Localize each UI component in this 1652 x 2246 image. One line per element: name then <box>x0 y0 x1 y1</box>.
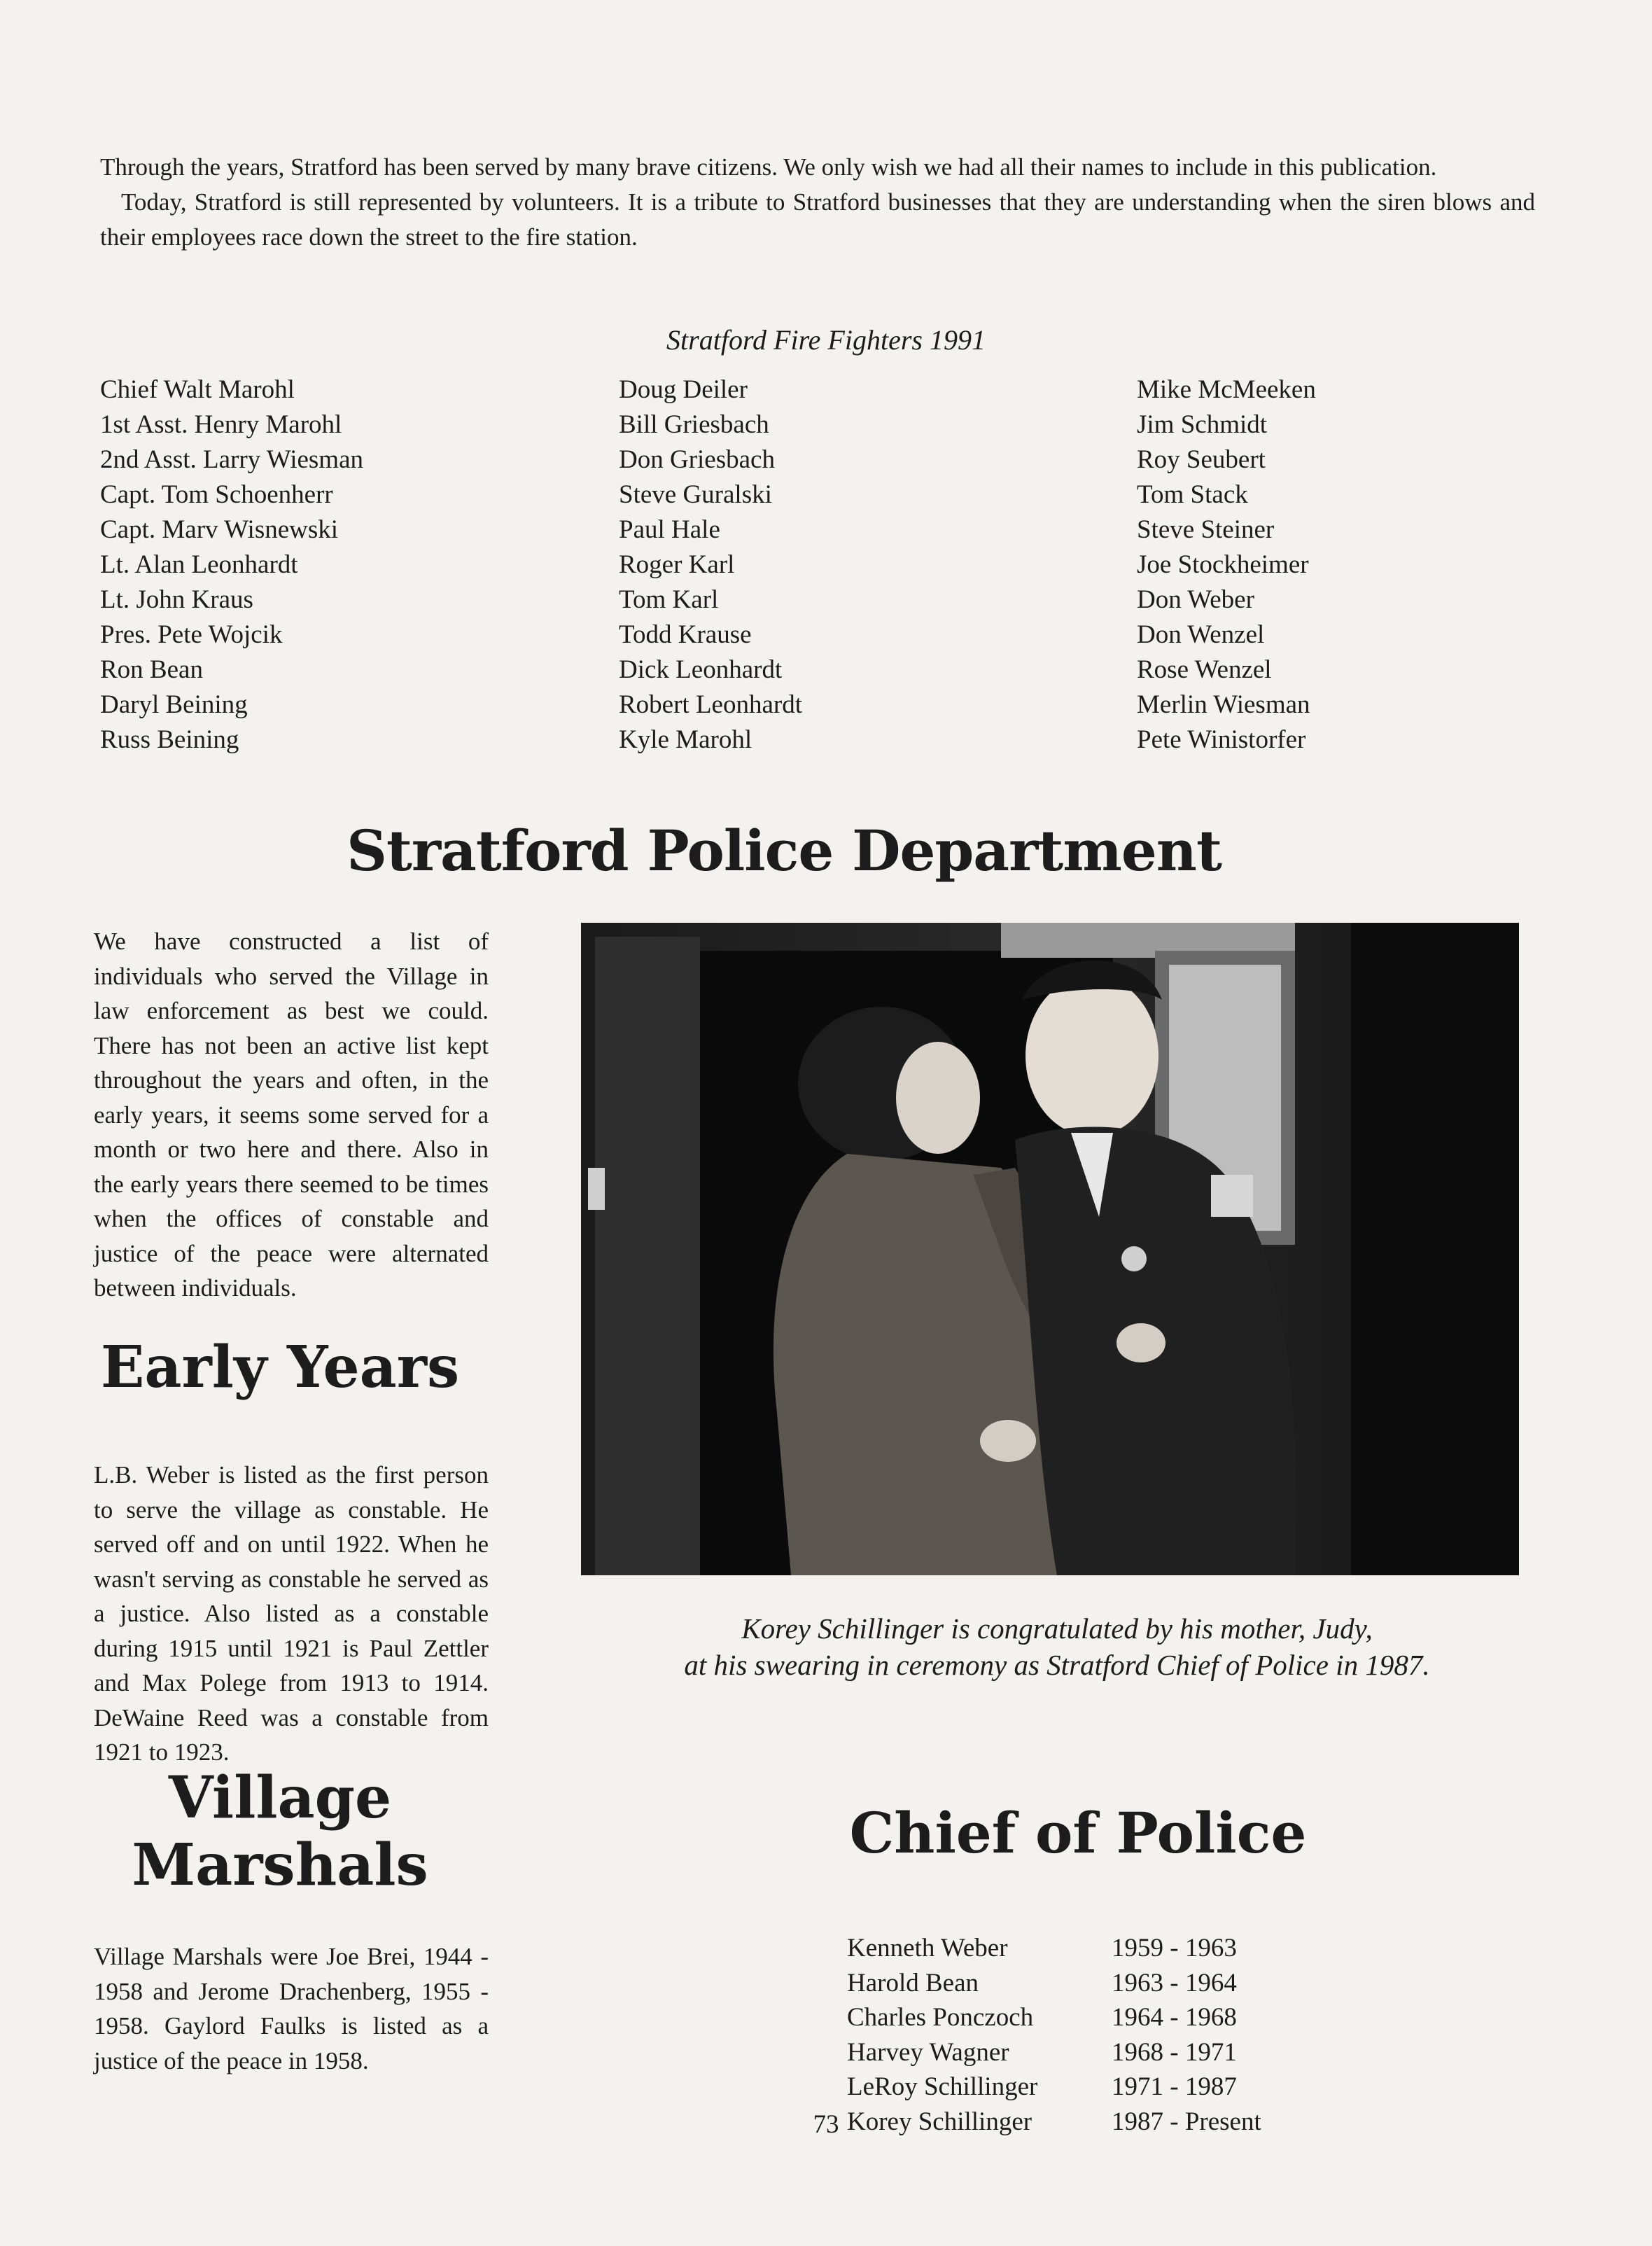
chief-row <box>847 2035 1337 2070</box>
roster-name: Kyle Marohl <box>619 725 752 754</box>
roster-name: Roy Seubert <box>1137 445 1266 474</box>
swearing-in-photo <box>581 923 1519 1575</box>
roster-name: Merlin Wiesman <box>1137 690 1310 719</box>
chief-years: 1963 - 1964 <box>1112 1968 1237 1997</box>
fire-fighters-column-3 <box>1137 372 1316 758</box>
roster-name: Joe Stockheimer <box>1137 550 1309 579</box>
roster-name: Jim Schmidt <box>1137 410 1268 439</box>
chief-name: Kenneth Weber <box>847 1934 1008 1962</box>
intro-text <box>100 150 1535 255</box>
roster-name: Pete Winistorfer <box>1137 725 1306 754</box>
chief-years: 1987 - Present <box>1112 2107 1261 2136</box>
roster-name: Bill Griesbach <box>619 410 769 439</box>
roster-name: Todd Krause <box>619 620 752 649</box>
chief-of-police-title: Chief of Police <box>849 1800 1307 1866</box>
fire-fighters-heading: Stratford Fire Fighters 1991 <box>666 324 986 356</box>
chief-years: 1964 - 1968 <box>1112 2003 1237 2032</box>
roster-name: Paul Hale <box>619 515 720 544</box>
photo-illustration <box>581 923 1519 1575</box>
roster-name: Mike McMeeken <box>1137 375 1316 404</box>
roster-name: Don Wenzel <box>1137 620 1265 649</box>
roster-name: Capt. Tom Schoenherr <box>100 480 333 509</box>
fire-fighters-column-1 <box>100 372 363 758</box>
roster-name: 1st Asst. Henry Marohl <box>100 410 342 439</box>
roster-name: Tom Stack <box>1137 480 1248 509</box>
roster-name: Steve Steiner <box>1137 515 1275 544</box>
chief-name: Charles Ponczoch <box>847 2003 1034 2032</box>
roster-name: Chief Walt Marohl <box>100 375 295 404</box>
roster-name: Lt. Alan Leonhardt <box>100 550 298 579</box>
chief-name: LeRoy Schillinger <box>847 2072 1038 2101</box>
intro-paragraph-2: Today, Stratford is still represented by volunteers. It is a tribute to Stratford businesses that they are understanding when the siren blows and their employees race down the street to the fire station. <box>100 188 1535 251</box>
police-department-title: Stratford Police Department <box>346 818 1222 884</box>
chief-row <box>847 1931 1337 1966</box>
chief-years: 1959 - 1963 <box>1112 1934 1237 1962</box>
police-intro-paragraph: We have constructed a list of individuals who served the Village in law enforcement as best we could. There has not been an active list kept throughout the years and often, in the early years, it seems some served for a month or two here and there. Also in the early years there seemed to be times when the offices of constable and justice of the peace were alternated between individuals. <box>94 928 489 1302</box>
roster-name: Don Weber <box>1137 585 1254 614</box>
roster-name: Capt. Marv Wisnewski <box>100 515 339 544</box>
chief-name: Korey Schillinger <box>847 2107 1032 2136</box>
village-marshals-title-line-1: Village <box>168 1764 392 1832</box>
chief-name: Harold Bean <box>847 1968 979 1997</box>
village-marshals-title-line-2: Marshals <box>132 1832 428 1899</box>
roster-name: Lt. John Kraus <box>100 585 253 614</box>
roster-name: 2nd Asst. Larry Wiesman <box>100 445 363 474</box>
early-years-title: Early Years <box>100 1334 460 1401</box>
roster-name: Tom Karl <box>619 585 719 614</box>
chief-row <box>847 1966 1337 2001</box>
chief-years: 1971 - 1987 <box>1112 2072 1237 2101</box>
roster-name: Robert Leonhardt <box>619 690 802 719</box>
intro-paragraph-1: Through the years, Stratford has been served by many brave citizens. We only wish we had all their names to include in this publication. <box>100 153 1437 181</box>
village-marshals-title <box>70 1764 490 1899</box>
chief-row <box>847 2000 1337 2035</box>
page-number: 73 <box>813 2110 839 2139</box>
roster-name: Ron Bean <box>100 655 203 684</box>
chief-row <box>847 2070 1337 2105</box>
village-marshals-paragraph: Village Marshals were Joe Brei, 1944 - 1958 and Jerome Drachenberg, 1955 - 1958. Gaylord Faulks is listed as a justice of the peace in 1958. <box>94 1943 489 2074</box>
early-years-paragraph: L.B. Weber is listed as the first person to serve the village as constable. He served off and on until 1922. When he wasn't serving as constable he served as a justice. Also listed as a constable during 1915 until 1921 is Paul Zettler and Max Polege from 1913 to 1914. DeWaine Reed was a constable from 1921 to 1923. <box>94 1461 489 1766</box>
roster-name: Daryl Beining <box>100 690 248 719</box>
roster-name: Rose Wenzel <box>1137 655 1272 684</box>
chief-name: Harvey Wagner <box>847 2037 1009 2067</box>
photo-caption-line-1: Korey Schillinger is congratulated by his mother, Judy, <box>741 1612 1373 1645</box>
roster-name: Steve Guralski <box>619 480 772 509</box>
roster-name: Don Griesbach <box>619 445 775 474</box>
roster-name: Russ Beining <box>100 725 239 754</box>
fire-fighters-column-2 <box>619 372 802 758</box>
roster-name: Dick Leonhardt <box>619 655 783 684</box>
roster-name: Doug Deiler <box>619 375 748 404</box>
roster-name: Roger Karl <box>619 550 735 579</box>
chief-years: 1968 - 1971 <box>1112 2037 1237 2067</box>
roster-name: Pres. Pete Wojcik <box>100 620 283 649</box>
photo-caption <box>602 1610 1512 1683</box>
photo-caption-line-2: at his swearing in ceremony as Stratford Chief of Police in 1987. <box>684 1649 1430 1681</box>
